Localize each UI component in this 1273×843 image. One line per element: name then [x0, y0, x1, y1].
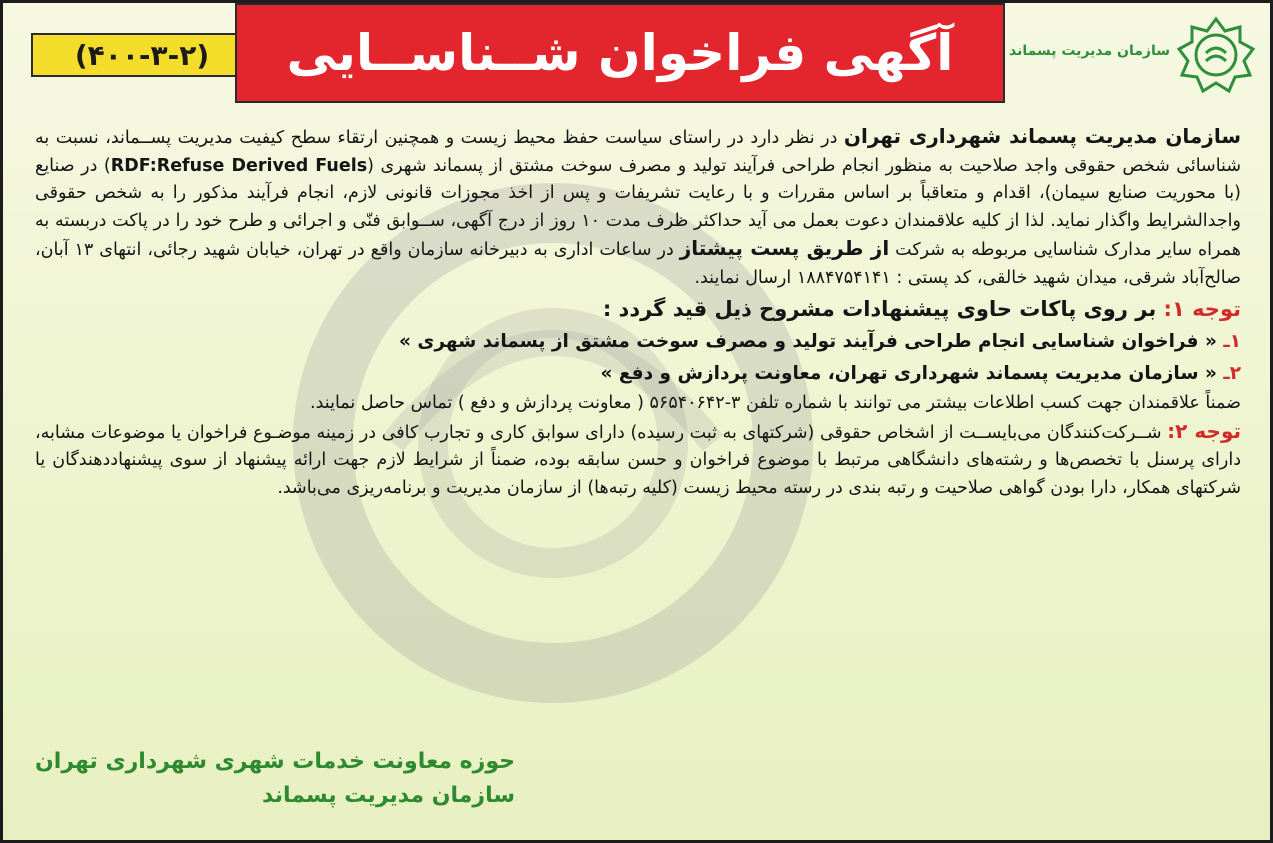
organization-lead: سازمان مدیریت پسماند شهرداری تهران	[843, 124, 1241, 148]
note-1-text: بر روی پاکات حاوی پیشنهادات مشروح ذیل قید گردد :	[602, 297, 1164, 321]
list-item-text: « فراخوان شناسایی انجام طراحی فرآیند تولید و مصرف سوخت مشتق از پسماند شهری »	[399, 331, 1224, 352]
note-1-heading	[35, 292, 1241, 326]
note-2-text: شــرکت‌کنندگان می‌بایســت از اشخاص حقوقی (شرکتهای به ثبت رسیده) دارای سوابق کاری و تجارب کافی در زمینه موضـوع فراخوان یا موضوعات مشابه، دارای پرسنل با تخصص‌ها و رشته‌های دانشگاهی مرتبط با موضوع فراخوان و حسن سابقه بوده، ضمناً از شرایط لازم جهت ارائه پیشنهاد از سوی پیشنهاددهندگان یا شرکتهای همکار، دارا بودن گواهی صلاحیت و رتبه بندی در رسته محیط زیست (کلیه رتبه‌ها) از سازمان مدیریت و برنامه‌ریزی می‌باشد.	[35, 422, 1241, 498]
list-item-text: « سازمان مدیریت پسماند شهرداری تهران، معاونت پردازش و دفع »	[600, 363, 1224, 384]
page-title: آگهی فراخوان شــناســایی	[286, 24, 954, 82]
intro-paragraph	[35, 123, 1241, 292]
announcement-code: (۴۰۰-۳-۲)	[74, 38, 210, 72]
municipality-emblem-icon	[1176, 15, 1256, 95]
rdf-term: RDF:Refuse Derived Fuels	[110, 155, 368, 176]
note-1-label: توجه ۱:	[1163, 297, 1241, 321]
signature-line-1: حوزه معاونت خدمات شهری شهرداری تهران	[35, 749, 515, 774]
contact-paragraph: ضمناً علاقمندان جهت کسب اطلاعات بیشتر می توانند با شماره تلفن ۳-۵۶۵۴۰۶۴۲ ( معاونت پردازش و دفع ) تماس حاصل نمایند.	[310, 393, 1241, 413]
list-item	[35, 358, 1241, 390]
list-item-number: ۱ـ	[1223, 331, 1241, 352]
announcement-code-badge	[31, 33, 253, 77]
organization-logo	[1011, 15, 1256, 95]
title-banner	[235, 3, 1005, 103]
list-item	[35, 326, 1241, 358]
intro-text-1: در نظر دارد در راستای سیاست حفظ محیط زیست و همچنین ارتقاء سطح کیفیت مدیریت پســماند، نسبت به شناسائی شخص حقوقی واجد صلاحیت به منظور انجام طراحی فرآیند تولید و مصرف سوخت مشتق از پسماند شهری (	[35, 128, 1241, 176]
header	[3, 3, 1270, 115]
note-2-label: توجه ۲:	[1167, 418, 1241, 443]
intro-text-3: در ساعات اداری به دبیرخانه سازمان واقع در تهران، خیابان شهید رجائی، انتهای ۱۳ آبان، صالح‌آباد شرقی، میدان شهید خالقی، کد پستی : ۱۸۸۴۷۵۴۱۴۱ ارسال نمایند.	[35, 240, 1241, 288]
intro-text-2: ) در صنایع (با محوریت صنایع سیمان)، اقدام و متعاقباً بر اساس مقررات و با رعایت تشریفات و پس از اخذ مجوزات قانونی لازم، انجام فرآیند مذکور را به شخص حقوقی واجدالشرایط واگذار نماید. لذا از کلیه علاقمندان دعوت بعمل می آید حداکثر ظرف مدت ۱۰ روز از درج آگهی، ســوابق فنّی و اجرائی و طرح خود را در پاکت دربسته به همراه سایر مدارک شناسایی مربوطه به شرکت	[35, 155, 1241, 260]
note-2-paragraph	[35, 418, 1241, 503]
announcement-body	[35, 123, 1241, 502]
express-post-text: از طریق پست پیشتاز	[679, 236, 890, 260]
list-item-number: ۲ـ	[1223, 363, 1241, 384]
organization-name: سازمان مدیریت پسماند	[1009, 43, 1170, 59]
signature-block	[35, 745, 515, 813]
signature-line-2: سازمان مدیریت پسماند	[261, 783, 515, 808]
